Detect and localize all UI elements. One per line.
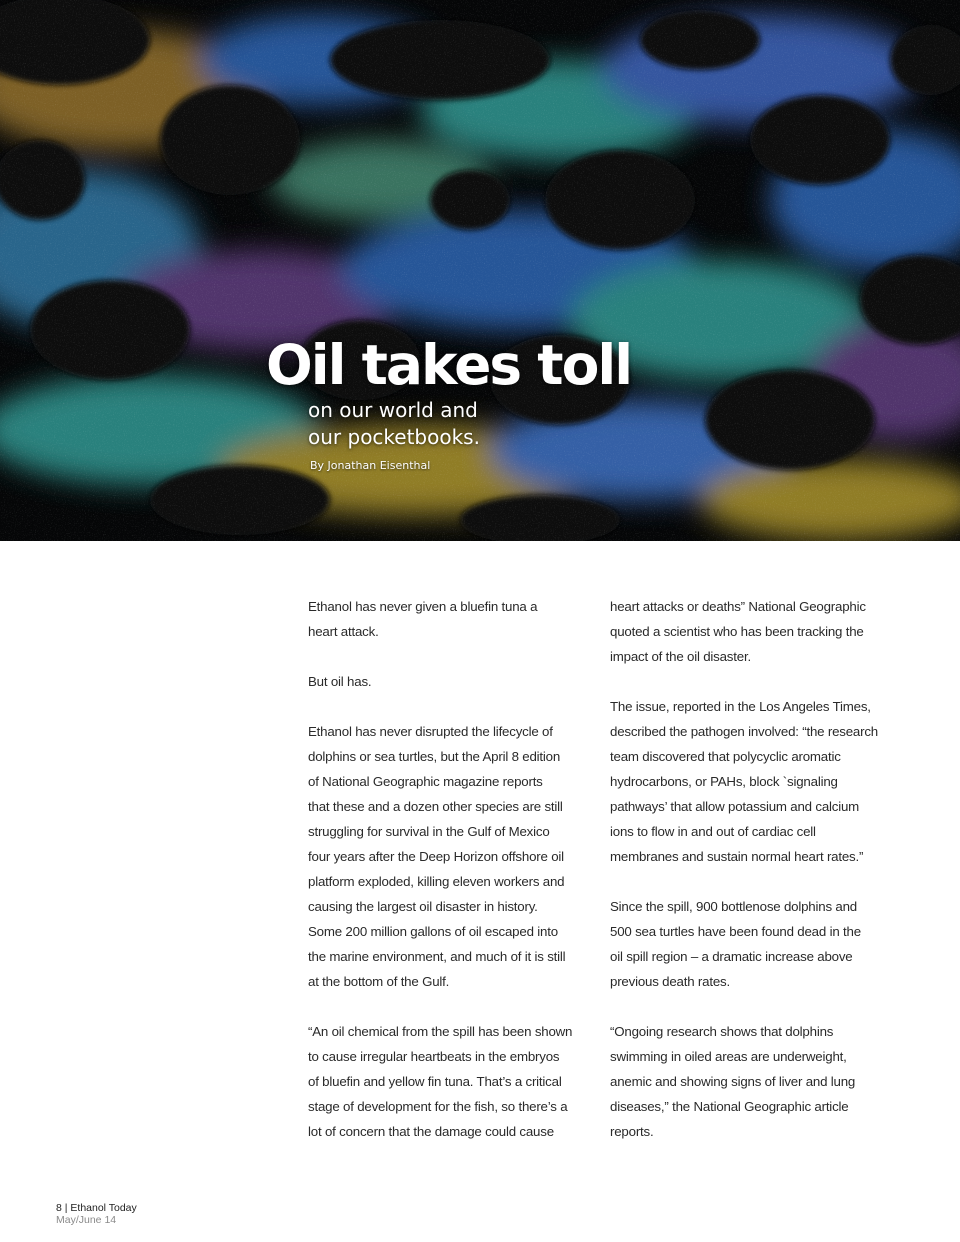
paragraph: The issue, reported in the Los Angeles Times, described the pathogen involved: “the research team discovered that polycyclic aromatic hydrocarbons, or PAHs, block `signaling pathways’ that allow potassium and calcium ions to flow in and out of cardiac cell membranes and sustain normal heart rates.”	[610, 699, 878, 864]
body-column-left	[308, 594, 578, 1169]
paragraph: But oil has.	[308, 674, 372, 689]
body-column-right	[610, 594, 882, 1169]
hero-oil-slick-image	[0, 0, 960, 541]
article-headline: Oil takes toll	[266, 333, 632, 397]
paragraph: “An oil chemical from the spill has been shown to cause irregular heartbeats in the embryos of bluefin and yellow fin tuna. That’s a critical stage of development for the fish, so there’s a lot of concern that the damage could cause	[308, 1024, 573, 1139]
paragraph: “Ongoing research shows that dolphins swimming in oiled areas are underweight, anemic and showing signs of liver and lung diseases,” the National Geographic article reports.	[610, 1024, 856, 1139]
issue-date: May/June 14	[56, 1214, 117, 1226]
paragraph: Ethanol has never disrupted the lifecycle of dolphins or sea turtles, but the April 8 edition of National Geographic magazine reports that these and a dozen other species are still struggling for survival in the Gulf of Mexico four years after the Deep Horizon offshore oil platform exploded, killing eleven workers and causing the largest oil disaster in history. Some 200 million gallons of oil escaped into the marine environment, and much of it is still at the bottom of the Gulf.	[308, 724, 566, 989]
paragraph: Since the spill, 900 bottlenose dolphins and 500 sea turtles have been found dead in the oil spill region – a dramatic increase above previous death rates.	[610, 899, 861, 989]
page-footer	[56, 1202, 137, 1226]
article-byline: By Jonathan Eisenthal	[310, 459, 431, 472]
oil-slick-photo	[0, 0, 960, 541]
article-subhead	[308, 397, 608, 451]
subhead-line-2: our pocketbooks.	[308, 425, 480, 449]
paragraph: heart attacks or deaths” National Geographic quoted a scientist who has been tracking the impact of the oil disaster.	[610, 599, 866, 664]
subhead-line-1: on our world and	[308, 398, 478, 422]
paragraph: Ethanol has never given a bluefin tuna a heart attack.	[308, 599, 538, 639]
page-number-publication: 8 | Ethanol Today	[56, 1202, 137, 1214]
